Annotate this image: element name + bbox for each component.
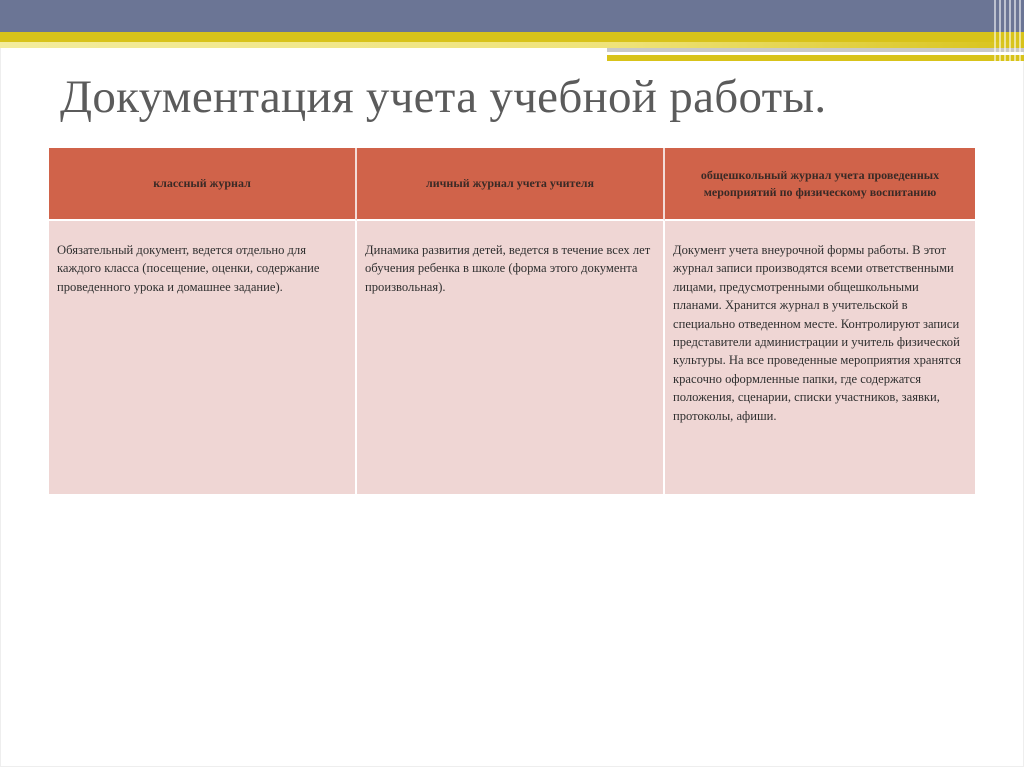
table-header-row: [49, 148, 975, 221]
slide-title: Документация учета учебной работы.: [60, 71, 827, 123]
documentation-table: [49, 148, 975, 494]
table-header-cell: классный журнал: [49, 148, 357, 221]
header-accent-yellow: [607, 55, 1024, 61]
header-accent-gray: [607, 48, 1024, 52]
table-cell: Документ учета внеурочной формы работы. В этот журнал записи производятся всеми ответственными лицами, предусмотренными общешкольными планами. Хранится журнал в учительской в специально отведенном месте. Контролируют записи представители администрации и учитель физической культуры. На все проведенные мероприятия хранятся красочно оформленные папки, где содержатся положения, сценарии, списки участников, заявки, протоколы, афиши.: [665, 221, 975, 494]
table-cell: Динамика развития детей, ведется в течение всех лет обучения ребенка в школе (форма этого документа произвольная).: [357, 221, 665, 494]
header-stripes-decoration: [994, 0, 1024, 70]
table-row: [49, 221, 975, 494]
table-cell: Обязательный документ, ведется отдельно для каждого класса (посещение, оценки, содержание проведенного урока и домашнее задание).: [49, 221, 357, 494]
table-header-cell: общешкольный журнал учета проведенных мероприятий по физическому воспитанию: [665, 148, 975, 221]
table-header-cell: личный журнал учета учителя: [357, 148, 665, 221]
header-bar-yellow: [0, 32, 1024, 42]
header-bar-slate: [0, 0, 1024, 32]
